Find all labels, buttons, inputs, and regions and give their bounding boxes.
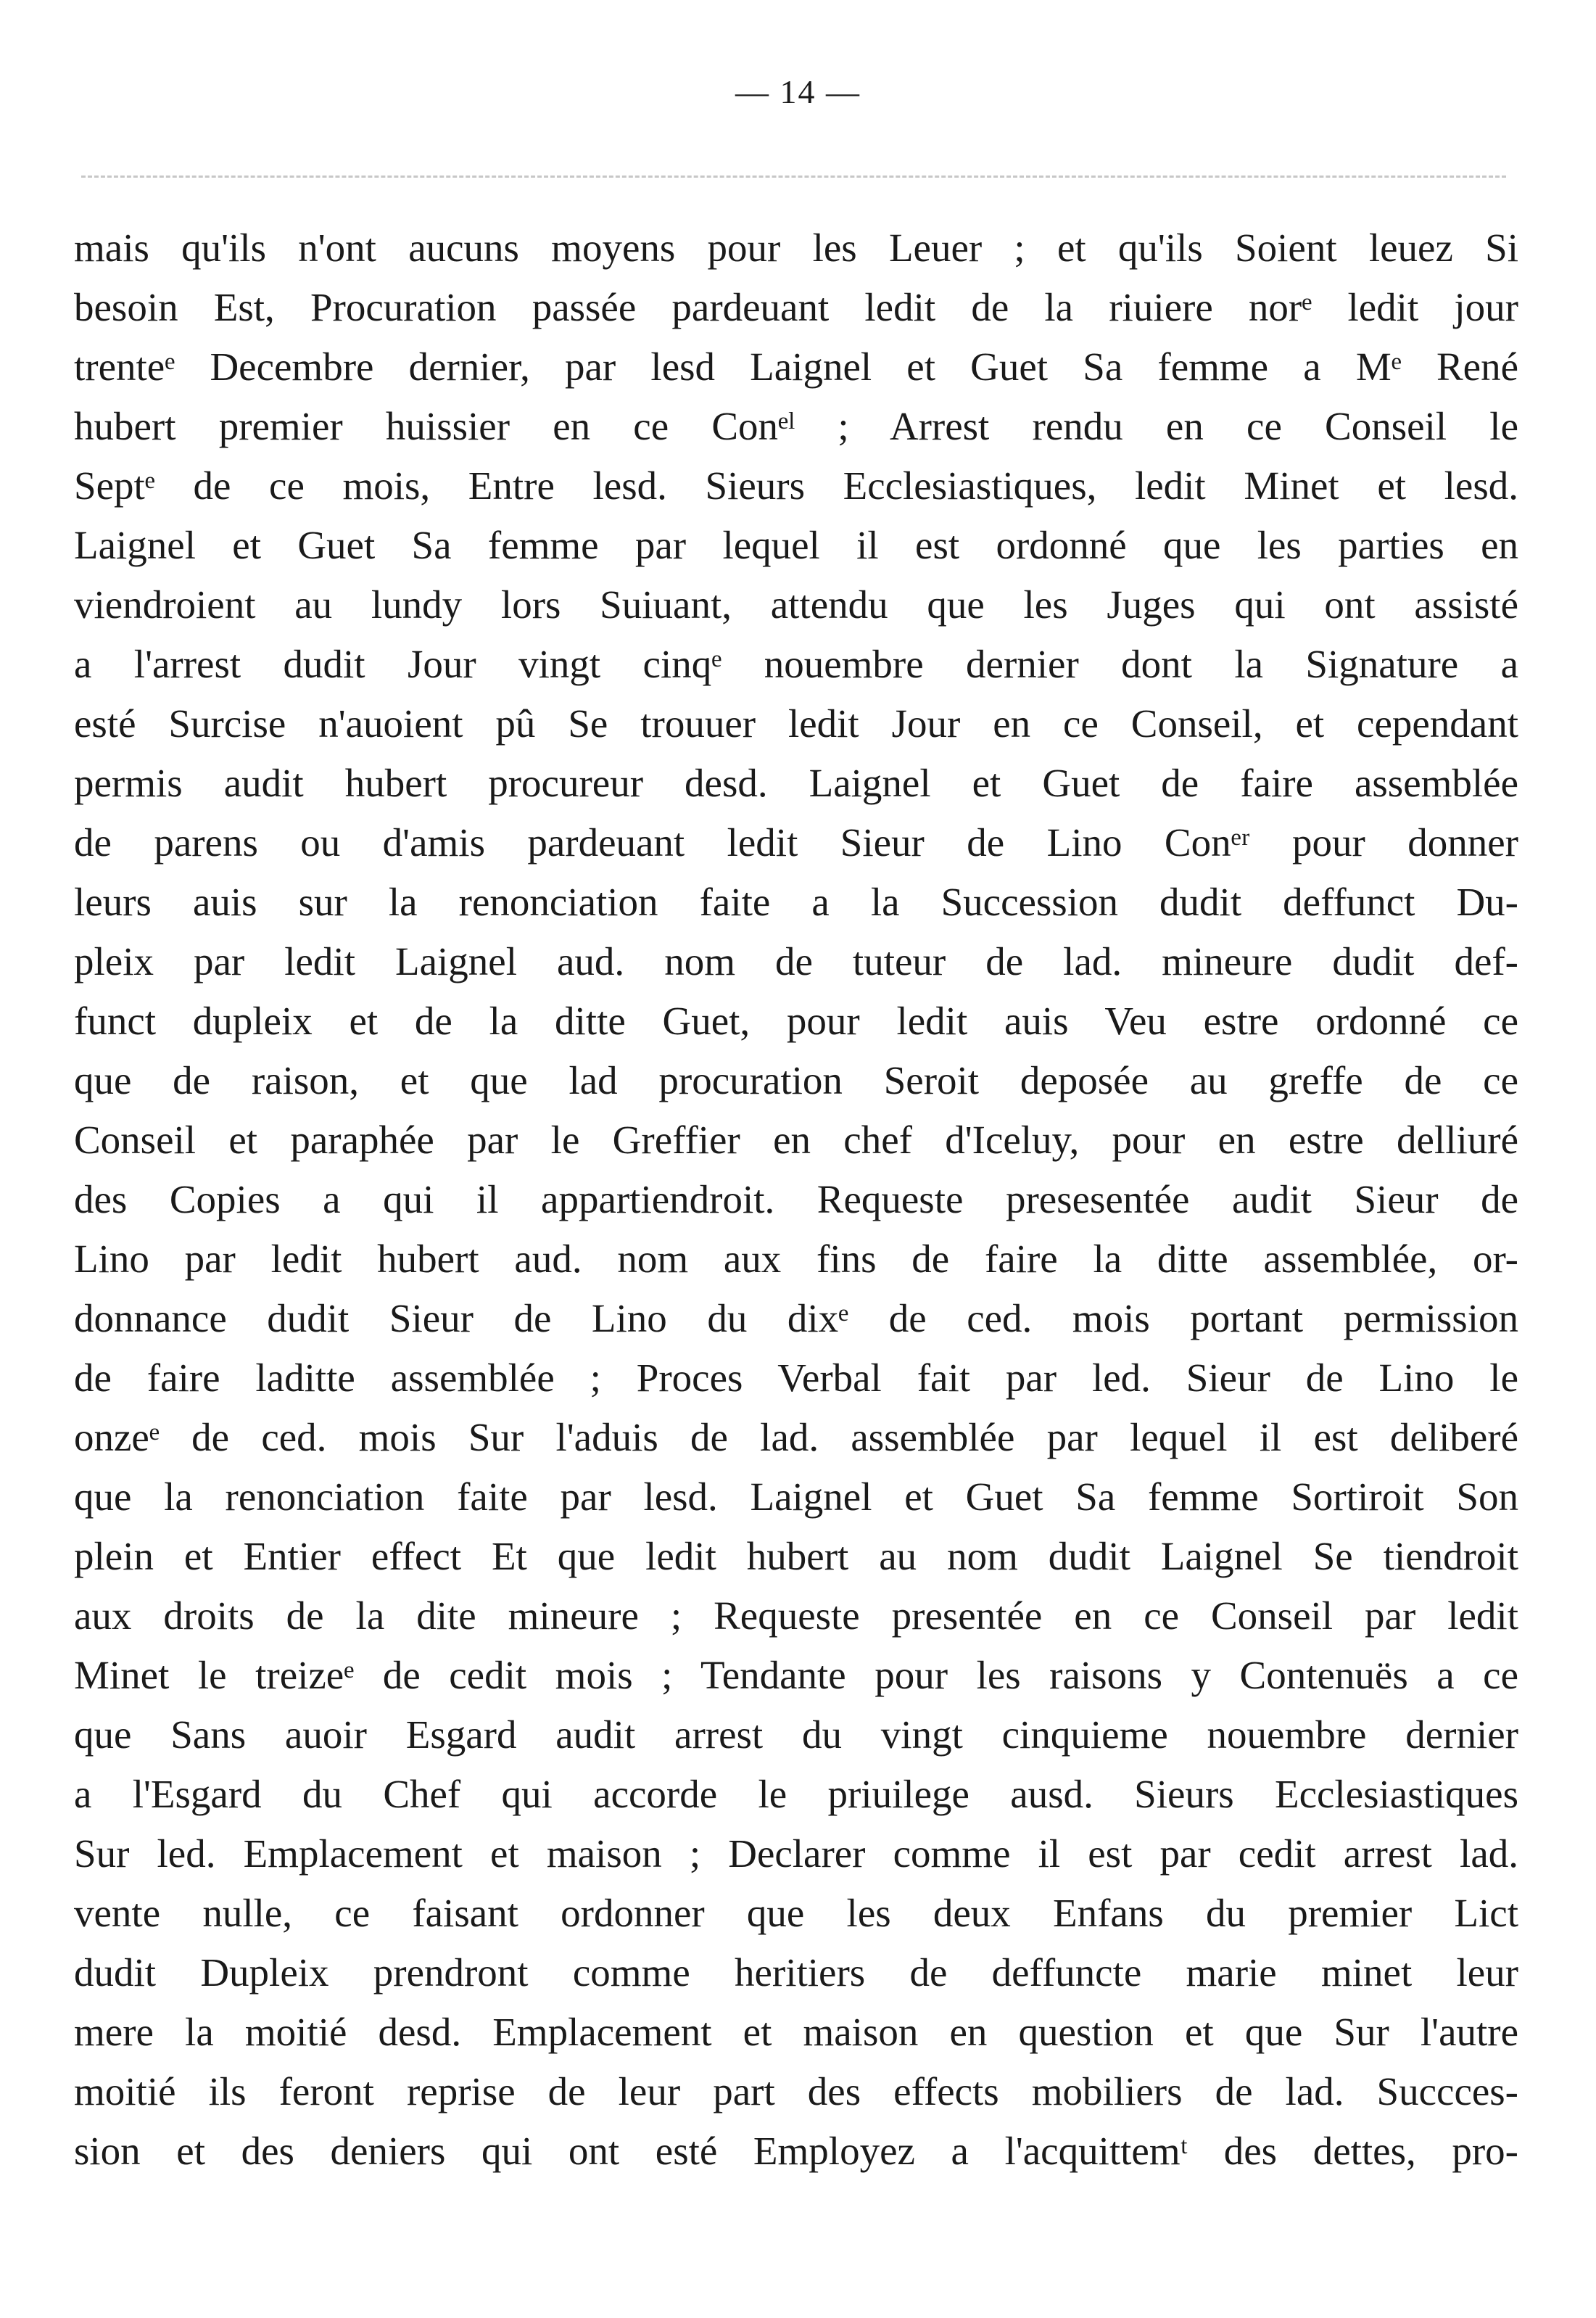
text-line: Septᵉ de ce mois, Entre lesd. Sieurs Ecclesiastiques, ledit Minet et lesd.	[74, 463, 1518, 508]
text-line: hubert premier huissier en ce Conᵉˡ ; Arrest rendu en ce Conseil le	[74, 404, 1518, 448]
text-line: que la renonciation faite par lesd. Laignel et Guet Sa femme Sortiroit Son	[74, 1474, 1518, 1519]
text-line: a l'Esgard du Chef qui accorde le priuilege ausd. Sieurs Ecclesiastiques	[74, 1772, 1518, 1816]
text-line: sion et des deniers qui ont esté Employez a l'acquittemᵗ des dettes, pro-	[74, 2129, 1518, 2173]
text-line: moitié ils feront reprise de leur part des effects mobiliers de lad. Succces-	[74, 2069, 1518, 2113]
text-line: plein et Entier effect Et que ledit hubert au nom dudit Laignel Se tiendroit	[74, 1534, 1518, 1578]
text-line: Lino par ledit hubert aud. nom aux fins de faire la ditte assemblée, or-	[74, 1237, 1518, 1281]
text-line: viendroient au lundy lors Suiuant, attendu que les Juges qui ont assisté	[74, 582, 1518, 627]
text-line: besoin Est, Procuration passée pardeuant ledit de la riuiere norᵉ ledit jour	[74, 285, 1518, 329]
text-line: vente nulle, ce faisant ordonner que les deux Enfans du premier Lict	[74, 1891, 1518, 1935]
text-line: de faire laditte assemblée ; Proces Verbal fait par led. Sieur de Lino le	[74, 1356, 1518, 1400]
text-line: aux droits de la dite mineure ; Requeste presentée en ce Conseil par ledit	[74, 1593, 1518, 1638]
text-line: esté Surcise n'auoient pû Se trouuer ledit Jour en ce Conseil, et cependant	[74, 701, 1518, 746]
text-line: Conseil et paraphée par le Greffier en chef d'Iceluy, pour en estre delliuré	[74, 1118, 1518, 1162]
text-line: que Sans auoir Esgard audit arrest du vingt cinquieme nouembre dernier	[74, 1712, 1518, 1757]
text-line: donnance dudit Sieur de Lino du dixᵉ de ced. mois portant permission	[74, 1296, 1518, 1340]
text-line: des Copies a qui il appartiendroit. Requeste presesentée audit Sieur de	[74, 1177, 1518, 1221]
text-line: que de raison, et que lad procuration Seroit deposée au greffe de ce	[74, 1058, 1518, 1102]
text-line: de parens ou d'amis pardeuant ledit Sieur de Lino Conᵉʳ pour donner	[74, 820, 1518, 865]
text-line: a l'arrest dudit Jour vingt cinqᵉ nouembre dernier dont la Signature a	[74, 642, 1518, 686]
text-line: Laignel et Guet Sa femme par lequel il est ordonné que les parties en	[74, 523, 1518, 567]
text-line: funct dupleix et de la ditte Guet, pour ledit auis Veu estre ordonné ce	[74, 999, 1518, 1043]
text-line: dudit Dupleix prendront comme heritiers de deffuncte marie minet leur	[74, 1950, 1518, 1995]
text-line: mais qu'ils n'ont aucuns moyens pour les Leuer ; et qu'ils Soient leuez Si	[74, 226, 1518, 270]
text-line: permis audit hubert procureur desd. Laignel et Guet de faire assemblée	[74, 761, 1518, 805]
page-number: — 14 —	[735, 73, 861, 110]
text-line: Minet le treizeᵉ de cedit mois ; Tendante pour les raisons y Contenuës a ce	[74, 1653, 1518, 1697]
text-line: mere la moitié desd. Emplacement et maison en question et que Sur l'autre	[74, 2010, 1518, 2054]
text-line: pleix par ledit Laignel aud. nom de tuteur de lad. mineure dudit def-	[74, 939, 1518, 983]
text-line: Sur led. Emplacement et maison ; Declarer comme il est par cedit arrest lad.	[74, 1831, 1518, 1876]
text-line: trenteᵉ Decembre dernier, par lesd Laignel et Guet Sa femme a Mᵉ René	[74, 345, 1518, 389]
text-line: onzeᵉ de ced. mois Sur l'aduis de lad. assemblée par lequel il est deliberé	[74, 1415, 1518, 1459]
text-line: leurs auis sur la renonciation faite a la Succession dudit deffunct Du-	[74, 880, 1518, 924]
header-rule	[81, 176, 1506, 178]
